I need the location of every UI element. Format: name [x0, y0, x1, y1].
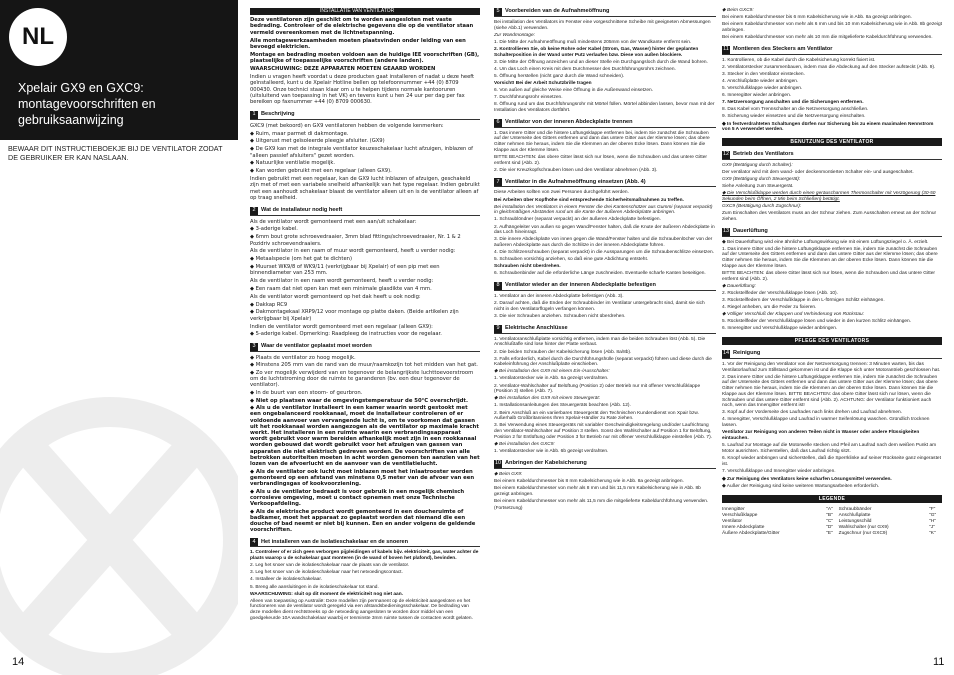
- paragraph: 3. Die vier Schrauben anziehen. Schrauben nicht überdrehen.: [494, 314, 626, 319]
- brand-watermark-icon: [0, 390, 238, 675]
- column-dutch: [250, 8, 480, 623]
- cover-title: [18, 80, 233, 128]
- paragraph: 2. Die vier Kreuzkopfschrauben lösen und den Ventilator abnehmen (Abb. 3).: [494, 167, 658, 173]
- legend-code: "F": [929, 507, 936, 513]
- paragraph: Bei installation des Ventilators im Fenster eine vorgeschnittene Scheibe mit geeigneten Abmessungen (siehe Abb.1) verwenden.: [494, 20, 711, 31]
- cover-title-line: gebruiksaanwijzing: [18, 113, 124, 127]
- cover-title-line: Xpelair GX9 en GXC9:: [18, 81, 144, 95]
- section-heading: [722, 46, 942, 55]
- cover-panel: [0, 0, 238, 675]
- warning-text: Ventilator zur Reinigung von anderen Teilen nicht in Wasser oder andere Flüssigkeiten eintauchen.: [722, 430, 920, 441]
- paragraph: 1. Ventilatoranschlußplatte vorsichtig entfernen, indem man die beiden Schrauben löst (Abb. 5). Die Anschlußtafle sind lose hinter der Platte verbaut.: [494, 336, 706, 348]
- paragraph: Als de ventilator in een raam wordt gemonteerd, heeft u verder nodig:: [250, 278, 434, 285]
- section-title: Reinigung: [733, 350, 761, 357]
- section-title: Ventilator von der inneren Abdeckplatte trennen: [505, 118, 633, 125]
- section-heading: [494, 119, 716, 128]
- legend-label: Leistungsschild: [838, 519, 872, 525]
- intro-paragraph: Montage en bedrading moeten voldoen aan de huidige IEE voorschriften (GB), plaatselijke of toepasselijke voorschriften (andere landen).: [250, 51, 480, 65]
- list-item: ◆ Als u de ventilator bedraadt is voor gebruik in een mogelijk chemisch corrosieve omgeving, moet u contact opnemen met onze Technische Verkoopafdeling.: [250, 488, 465, 508]
- section-heading: [250, 111, 480, 120]
- section-body: [494, 472, 716, 512]
- list-item: 5. Breng alle aansluitingen in de isolatieschakelaar tot stand.: [250, 584, 379, 590]
- paragraph: ◆ Bei Installation des GX9 mit einem Steuergerät:: [494, 396, 601, 402]
- section-body: [494, 337, 716, 455]
- paragraph: 3. Rückstellfedern der Verschlußklappe in den L-förmigen Schlitz einhängen.: [722, 297, 885, 303]
- section-number: 6: [494, 119, 502, 127]
- section-title: Dauerlüftung: [733, 227, 768, 234]
- paragraph: 1. Die Mitte der Aufnahmeöffnung muß mindestens 205mm von der Wandkante entfernt sein.: [494, 39, 692, 45]
- legend-code: "A": [826, 507, 833, 513]
- paragraph: 7. Netzversorgung anschalten und die Sicherungen entfernen.: [722, 100, 864, 106]
- legend-code: "G": [929, 513, 937, 519]
- cover-title-line: montagevoorschriften en: [18, 97, 156, 111]
- list-item: 3. Leg het snoer van de isolatieschakelaar naar het netvoedingscontact.: [250, 570, 403, 576]
- section-heading: [494, 460, 716, 469]
- section-number: 1: [250, 111, 258, 119]
- paragraph: 6. Schraubenbinder auf die erforderliche Länge zuschneiden. Eventuelle scharfe Kanten beseitigen.: [494, 271, 706, 277]
- section-heading: [494, 325, 716, 334]
- section-number: 3: [250, 343, 258, 351]
- legend-table: [722, 507, 942, 537]
- paragraph: 2. Das innere Gitter und die hintere Lüftungsklappe entfernen Sie, indem Sie zunächst die Schrauben auf der Unterseite des Gitters entfernen und dann das untere Gitter aus der Klemme lösen; das obere Gitter nehmen Sie heraus, indem Sie die Klemmen an der oberen Ecke lösen. Dann können Sie die Klappe aus der Klemme lösen. BITTE BEACHTEN: das obere Gitter lässt sich nur lösen, wenn die Schrauben und das untere Gitter entfernt sind (Abb. 2). ACHTUNG: der Ventilator funktioniert auch noch, wenn das Innengitter entfernt ist!: [722, 374, 938, 409]
- warning-text: Bei Arbeiten über Kopfhöhe sind entsprechende Sicherheitsmaßnahmen zu treffen.: [494, 197, 684, 203]
- section-body: [250, 355, 480, 534]
- page-number-right: 11: [933, 656, 945, 668]
- paragraph: 2. Kontrollieren Sie, ob keine Rohre oder Kabel (Strom, Gas, Wasser) hinter der geplanten Schalterposition in der Wand unter Putz verlaufen bzw. Diese von außen blockiere.: [494, 46, 699, 58]
- paragraph: 6. Inneregitter wieder anbringen.: [722, 93, 792, 99]
- paragraph: Bei einem Kabeldurchmesser bis 6 mm Kabelsicherung wie in Abb. 8a gezeigt anbringen.: [722, 15, 912, 21]
- list-item: ◆ Als de elektrische product wordt gemonteerd in een doucheruimte of badkamer, moet het apparaat zo geplaatst worden dat niemand die een douche of bad neemt er niet bij kunnen. Een en ander volgens de geldende voorschriften.: [250, 508, 476, 534]
- legend-code: "D": [826, 525, 834, 531]
- paragraph: Als de ventilator in een raam of muur wordt gemonteerd, heeft u verder nodig:: [250, 248, 456, 255]
- list-item: ◆ Muurset WK9/8 of WK9/11 (verkrijgbaar bij Xpelair) of een pip met een binnendiameter van 253 mm.: [250, 264, 440, 277]
- legend-code: "E": [826, 531, 833, 537]
- section-heading: [494, 8, 716, 17]
- paragraph: ◆ Beim GX9:: [494, 471, 523, 477]
- paragraph: 4. Anschlußplatte wieder anbringen.: [722, 78, 799, 84]
- list-item: ◆ Kan worden gebruikt met een regelaar (alleen GX9).: [250, 168, 392, 175]
- list-item: ◆ Zo ver mogelijk verwijderd van en tegenover de belangrijkste luchttoevoerstroom om de luchtstroming door de ruimte te garanderen (bv. een deur tegenover de ventilator).: [250, 370, 474, 389]
- section-body: [722, 8, 942, 41]
- paragraph: 4. Um das Loch einen Kreis mit dem Durchmesser des Durchführungsrohrs zeichnen.: [494, 66, 676, 72]
- list-item: ◆ Uitgerust met geïsoleerde pleegje afsluiter. (GX9): [250, 138, 385, 145]
- paragraph: 6. Von außen auf gleiche Weise eine Öffnung in die Außenwand einsetzen.: [494, 88, 654, 94]
- paragraph: BITTE BEACHTEN: das obere Gitter lässt sich nur lösen, wenn die Schrauben und das untere Gitter entfernt sind (Abb. 2).: [722, 270, 936, 282]
- intro-paragraph: Alle montagewerkzaamheden moeten plaatsvinden onder leiding van een bevoegd elektricien.: [250, 37, 466, 51]
- paragraph: 1. Ventilatorstecker wie in Abb. 6a gezeigt verdrahten.: [494, 376, 609, 382]
- legend-label: Zugschnur (nur GXC9): [838, 531, 888, 537]
- list-item: ◆ De GX9 kan met de integrale ventilator keuzeschakelaar lucht afzuigen, inblazen of "alleen passief afsluiters" gezet worden.: [250, 146, 473, 159]
- section-number: 4: [250, 538, 258, 546]
- section-heading: [250, 207, 480, 216]
- paragraph: 3. Bei Verwendung eines Steuergeräts mit variabler Geschwindigkeitsregelung und/oder Laufrichtung den Ventilator-Wahlschalter auf Position 3 stellen. Sonst den Wahlschalter auf Position 1 für Belüftung, Position 2 für Entlüftung oder Position 3 für Betrieb nur mit offener Verschlußklappe einstellen (Abb. 7).: [494, 423, 713, 440]
- column-header-installatie: INSTALLATIE VAN VENTILATOR: [250, 8, 480, 15]
- intro-paragraph: Indien u vragen heeft voordat u deze producten gaat installeren of nadat u deze heeft geïnstalleerd, kunt u de Xpelair Hotline bellen op telefoonnummer +44 (0) 8709 000430. Onze technici staan klaar om u te helpen tijdens normale kantooruren (uitsluitend van toepassing in het VK) en tevens kunt u hen 24 uur per dag per fax bereiken op faxnummer +44 (0) 8709 000630.: [250, 73, 475, 106]
- list-item: ◆ Als de ventilator ook lucht moet inblazen moet het inlaatrooster worden gemonteerd op een afstand van minstens 0,5 meter van de afvoer van een verbrandingsgas of kookvoorziening.: [250, 468, 475, 488]
- warning-text: Schrauben nicht überdrehen.: [494, 264, 561, 270]
- paragraph: Bei einem Kabeldurchmesser bis 8 mm Kabelsicherung wie in Abb. 8a gezeigt anbringen.: [494, 478, 684, 484]
- column-german-1: [494, 8, 716, 513]
- paragraph: Indien gebruikt met een regelaar, kan de GX9 lucht inblazen of afzuigen, geschakeld zijn met of met een variabele snelheid afhankelijk van het type regelaar. Indien gebruikt met een aanhoudt schakelaar blaast de ventilator alleen uit en is de ventilator alleen af op traag snelheid.: [250, 176, 480, 202]
- paragraph: 3. Falls erforderlich, Kabel durch die Durchführungshülle (separat verpackt) führen und diese durch die Kabeleinführung der Anschlußplatte einschieben.: [494, 356, 712, 368]
- intro-block: [250, 17, 480, 106]
- paragraph: Zum Einschalten des Ventilators muss an der Schnur ziehen. Zum Ausschalten erneut an der Schnur ziehen.: [722, 211, 937, 222]
- list-item: ◆ Dakkap RC9: [250, 301, 288, 308]
- warning-text: WAARSCHUWING: DEZE APPARATEN MOETEN GEAARD WORDEN: [250, 66, 436, 73]
- section-body: [722, 163, 942, 223]
- paragraph: Siehe Anleitung zum Steuergerät.: [722, 184, 794, 190]
- paragraph: 3. Die innere Abdeckplatte von innen gegen die Wand/Fenster halten und die Schraubenlöcher von der äußeren Abdeckplatte aus durch die Schlitze in der inneren Abdeckplatte führen.: [494, 237, 713, 249]
- list-item: ◆ Ruim, maar parmet di dakmontage.: [250, 130, 349, 137]
- list-item: ◆ Dakmontagekaal XRP9/12 voor montage op platte daken. (Beide artikelen zijn verkrijgbaar bij Xpelair): [250, 309, 459, 322]
- legend-label: Verschlußklappe: [722, 513, 758, 519]
- paragraph: Als de ventilator wordt gemonteerd op het dak heeft u ook nodig:: [250, 293, 421, 300]
- section-title: Anbringen der Kabelsicherung: [505, 459, 587, 466]
- paragraph: GX9 (Betätigung durch Steuergerät):: [722, 177, 801, 183]
- paragraph: ◆ Außer der Reinigung sind keine weiteren Wartungsarbeiten erforderlich.: [722, 484, 880, 490]
- section-number: 10: [494, 459, 502, 466]
- section-title: Ventilator in die Aufnahmeöffnung einsetzen (Abb. 4): [505, 178, 646, 185]
- paragraph: GXC9 (Betätigung durch Zugschnur):: [722, 204, 802, 210]
- paragraph: 4. Riegel anheben, um die Feder zu fixieren.: [722, 304, 817, 310]
- section-number: 5: [494, 8, 502, 16]
- paragraph: 5. Öffnung herstellen (nicht ganz durch die Wand schneiden).: [494, 73, 625, 79]
- section-body: [722, 240, 942, 332]
- paragraph: 1. Das innere Gitter und die hintere Lüftungsklappe entfernen bei, indem Sie zunächst die Schrauben auf der Unterseite des Gitters entfernen und dann das untere Gitter aus der Klemme lösen; das obere Gitter nehmen Sie heraus, indem Sie die Klemmen an der oberen Ecke lösen. Dann können Sie die Klappe aus der Klemme lösen.: [494, 130, 710, 153]
- paragraph: 5. Schrauben vorsichtig anziehen, so daß eine gute Abdichtung entsteht.: [494, 257, 649, 263]
- list-item: ◆ Een raam dat niet open kan met een minimale glasdikte van 4 mm.: [250, 286, 432, 293]
- column-german-2: [722, 8, 942, 537]
- legend-code: "K": [929, 531, 936, 537]
- list-item: ◆ Plaats de ventilator zo hoog mogelijk.: [250, 354, 356, 361]
- section-number: 2: [250, 207, 258, 215]
- paragraph: 5. Verschlußklappe wieder anbringen.: [722, 86, 803, 92]
- paragraph: 2. Darauf achten, daß die Enden der Schraubbinder im Ventilator untergebracht sind, damit sie sich nicht in den Ventilatorflügeln verfangen können.: [494, 301, 705, 312]
- legend-code: "H": [929, 519, 936, 525]
- legend-label: Wahlschalter (nur GX9): [838, 525, 889, 531]
- section-number: 8: [494, 282, 502, 290]
- section-title: Elektrische Anschlüsse: [505, 324, 568, 331]
- section-body: [494, 190, 716, 277]
- paragraph: ◆ Beim GXC9:: [722, 8, 754, 13]
- paragraph: Bei einem Kabeldurchmesser von mehr als 10 mm die mitgelieferte Kabeldurchführung verwenden.: [722, 34, 933, 40]
- list-item: ◆ Als u de ventilator installeert in een kamer waarin wordt gestookt met een ongebalanceerd rookkanaal, moet de installateur controleren of er voldoende aanvoer van vervangende lucht is, om te voorkomen dat gassen uit het rookkanaal worden aangezogen als de ventilator op maximale kracht werkt. Het installeren in een ruimte waarin een verbrandingsapparaat wordt gebruikt voor warm bereiden afhankelijk moet zijn in een rookkanaal worden gebouwd dat wordt gebruikt voor het afzuigen van gassen van apparaten die niet elektrisch gedreven worden. De voorschriften van alle betrokken autoriteiten moeten in acht worden genomen ten aanzien van het lozen van de afvoerlucht en de aanvoer van de ventilatielucht.: [250, 405, 480, 468]
- paragraph: 3. Stecker in den Ventilator einstecken.: [722, 71, 805, 77]
- legend-row: [722, 531, 942, 537]
- continued-note: (Fortsetzung): [494, 505, 523, 511]
- paragraph: Der ventilator wird mit dem wand- oder deckenmontierten Schalter ein- und ausgeschaltet.: [722, 170, 914, 176]
- section-body: [494, 20, 716, 114]
- paragraph: Bei einem Kabeldurchmesser von mehr als 8 mm und bis 11,5 mm Kabelsicherung wie in Abb. 8b gezeigt anbringen.: [494, 485, 701, 497]
- section-body: [250, 550, 480, 621]
- section-number: 7: [494, 178, 502, 186]
- paragraph: BITTE BEACHTEN: das obere Gitter lässt sich nur lösen, wenn die Schrauben und das untere Gitter entfernt sind (Abb. 2).: [494, 154, 708, 166]
- legend-label: Äußere Abdeckplatte/Gitter: [722, 531, 780, 537]
- paragraph: 7. Verschlußklappe und Innengitter wieder anbringen.: [722, 468, 836, 474]
- section-title: Waar de ventilator geplaatst moet worden: [261, 342, 372, 349]
- paragraph: Diese Arbeiten sollten von zwei Personen durchgeführt werden.: [494, 190, 629, 196]
- list-item: ◆ Minstens 205 mm van de rand van de muur/raamkozijn tot het midden van het gat.: [250, 362, 478, 369]
- section-title: Het installeren van de isolatieschakelaar en de snoeren: [261, 538, 409, 545]
- list-item: ◆ In de buurt van een stoom- of geurbron.: [250, 390, 363, 397]
- section-number: 12: [722, 151, 730, 158]
- legend-label: Innengitter: [722, 507, 745, 513]
- paragraph: 1. Kontrollieren, ob die Kabel durch die Kabelsicherung korrekt fixiert ist.: [722, 57, 876, 63]
- paragraph: 2. Die beiden Schrauben der Kabelsicherung lösen (Abb. 8a/8b).: [494, 349, 632, 355]
- section-body: [250, 219, 480, 338]
- paragraph: Bei einem Kabeldurchmesser von mehr als 6 mm und bis 10 mm Kabelsicherung wie in Abb. 8b gezeigt anbringen.: [722, 22, 942, 33]
- paragraph: Als de ventilator wordt gemonteerd met een aan/uit schakelaar:: [250, 218, 417, 225]
- section-heading: [250, 343, 480, 352]
- paragraph: Zur Wandmontage:: [494, 32, 535, 38]
- paragraph: Alleen van toepassing op Australië: Deze modellen zijn permanent op de elektriciteit aangesloten en het functioneren van de ventilator wordt geregeld via een afstandsbedieningsschakelaar. De bedrading van deze modellen dient rechtstreeks op de netvoeding aangesloten te worden door middel van een goedgekeurde 10A wandschakelaar waarbij er tenminste 3mm ruimte tussen de contacten wordt gelaten.: [250, 598, 473, 621]
- paragraph: ◆ Dauerlüftung:: [722, 283, 756, 289]
- paragraph: 1. Ventilator an der inneren Abdeckplatte befestigen (Abb. 3).: [494, 294, 624, 300]
- paragraph: ◆ Die Verschlußklappe werden durch einen geräuscharmen Thermoschalter mit Verzögerung (30-50 Sekunden beim Öffnen, 2 Min beim Schließen) betätigt.: [722, 191, 936, 203]
- paragraph: 1. Vor der Reinigung den Ventilator von der Netzversorgung trennen: 3 Minuten warten, bis das Ventilatorlaufrad zum Stillstand gekommen ist und die Klappe sich unter Motorantrieb geschlossen hat.: [722, 361, 941, 373]
- section-number: 9: [494, 325, 502, 333]
- paragraph: 6. Knopf wieder anbringen und sicherstellen, daß die Sperrklinke auf seiner Rückseite ganz eingerastet ist.: [722, 455, 941, 467]
- paragraph: 9. Sicherung wieder einsetzen und die Netzversorgung einschalten.: [722, 114, 866, 120]
- legend-label: Ventilator: [722, 519, 743, 525]
- section-heading: [494, 178, 716, 187]
- section-body: [494, 131, 716, 174]
- keep-booklet-note: BEWAAR DIT INSTRUCTIEBOEKJE BIJ DE VENTILATOR ZODAT DE GEBRUIKER ER KAN NASLAAN.: [8, 144, 223, 162]
- section-title: Betrieb des Ventilators: [733, 151, 794, 158]
- paragraph: 2. Aufhängeleiter von außen so gegen Wand/Fenster halten, daß die Knute der äußeren Abdeckplatte in das Loch hineinragt.: [494, 224, 715, 236]
- section-body: [250, 123, 480, 202]
- paragraph: 1. Installationsanleitungen des Steuergeräts beachten (Abb. 12).: [494, 403, 631, 409]
- list-item: ◆ 3-aderige kabel.: [250, 226, 298, 233]
- paragraph: ◆ Völliger Verschluß der Klappen und Verhinderung von Rückstau:: [722, 312, 864, 318]
- paragraph: 3. Kopf auf der Vorderseite des Laufrades nach links drehen und Laufrad abnehmen.: [722, 410, 903, 416]
- paragraph: 6. Inneregitter und Verschlußklappe wieder anbringen.: [722, 326, 838, 332]
- band-heading: PFLEGE DES VENTILATORS: [722, 337, 942, 345]
- paragraph: 2. Ventilator-Wahlschalter auf Belüftung (Position 2) oder Betrieb nur mit offener Verschlußklappe (Position 3) stellen (Abb. 7).: [494, 383, 701, 395]
- section-title: Beschrijving: [261, 110, 295, 117]
- paragraph: Bei einem Kabeldurchmesser von mehr als 11,5 mm die mitgelieferte Kabeldurchführung verwenden.: [494, 498, 709, 504]
- paragraph: 1. Das innere Gitter und die hintere Lüftungsklappe entfernen Sie, indem Sie zunächst die Schrauben auf der Unterseite des Gitters entfernen und dann das untere Gitter aus der Klemme lösen; das obere Gitter nehmen Sie heraus, indem Sie die Klemmen an der oberen Ecke lösen. Dann können Sie die Klappe aus der Klemme lösen.: [722, 246, 938, 269]
- paragraph: GXC9 (met bekoord) en GX9 ventilatoren hebben de volgende kenmerken:: [250, 122, 444, 129]
- legend-code: "B": [826, 513, 833, 519]
- paragraph: 2. Beim Anschluß an ein variierbares Steuergerät den Technischen Kundendienst von Xpair bzw. Außerhalb Großbritanniens Ihren Xpelair-Händler zu Rate ziehen.: [494, 410, 699, 422]
- paragraph: 8. Öffnung rund um das Durchführungsrohr mit Mörtel füllen. Mörtel abbinden lassen, bevor man mit der Installation des Ventilators dortfährt.: [494, 102, 715, 114]
- paragraph: Indien de ventilator wordt gemonteerd met een regelaar (alleen GX9):: [250, 323, 433, 330]
- section-title: Montieren des Steckers am Ventilator: [733, 45, 833, 52]
- page-number-left: 14: [12, 656, 25, 668]
- paragraph: 5. Laufrad zur Montage auf die Motorwelle stecken und Pfeil am Laufrad nach dem weißen Punkt am Motor ausrichten. Sicherstellen, daß das Laufrad richtig sitzt.: [722, 443, 937, 454]
- section-title: Wat de installateur nodig heeft: [261, 206, 343, 213]
- list-item: ◆ Niet op plaatsen waar de omgevingstemperatuur de 50°C overschrijdt.: [250, 397, 468, 404]
- list-item: ◆ Metaalspecie (om het gat te dichten): [250, 256, 352, 263]
- section-number: 13: [722, 227, 730, 234]
- section-heading: [722, 350, 942, 359]
- paragraph: 5. Rückstellfeder der Verschlußklappe lösen und wieder in den kurzen Schlitz einhängen.: [722, 319, 912, 325]
- paragraph: 1. Ventilatorstecker wie in Abb. 6b gezeigt verdrahten.: [494, 448, 609, 454]
- section-heading: [250, 538, 480, 547]
- list-item: ◆ 5-aderige kabel. Opmerking: Raadpleeg de instructies voor de regelaar.: [250, 331, 442, 338]
- legend-code: "J": [929, 525, 935, 531]
- paragraph: ◆ Bei Dauerlüftung wird eine ähnliche Lüftungswirkung wie mit einem Lüftungsziegel o. Ä. erzielt.: [722, 239, 929, 245]
- legend-code: "C": [826, 519, 834, 525]
- paragraph: 4. Die Schlitzenschrauben (separat verpackt) in die Aussparungen um die Schraubenschlitze einsetzen.: [494, 250, 714, 256]
- paragraph: 3. Die Mitte der Öffnung anzeichen und an dieser Stelle ein Durchgangsloch durch die Wand bohren.: [494, 59, 708, 65]
- section-title: Ventilator wieder an der inneren Abdeckplatte befestigen: [505, 282, 656, 289]
- section-body: [494, 294, 716, 320]
- section-heading: [494, 282, 716, 291]
- list-item: 2. Leg het snoer van de isolatieschakelaar naar de plaats van de ventilator.: [250, 563, 410, 569]
- paragraph: GX9 (Betätigung durch Schalter):: [722, 162, 793, 168]
- intro-paragraph: Deze ventilatoren zijn geschikt om te worden aangesloten met vaste bedrading. Controleer of de elektrische gegevens die op de ventilator staan vermeld overeenkomen met de lichtnetspanning.: [250, 17, 474, 36]
- paragraph: 7. Durchführungsrohr einsetzen.: [494, 95, 563, 101]
- section-number: 14: [722, 350, 730, 357]
- paragraph: 2. Rückstellfeder der Verschlußklappe lösen (Abb. 10).: [722, 290, 838, 296]
- section-number: 11: [723, 45, 729, 52]
- language-badge: NL: [9, 8, 67, 66]
- band-heading: BENUTZUNG DES VENTILATOR: [722, 138, 942, 146]
- paragraph: ◆ Bei installation des GX9 mit einem Ein-/Ausschalter:: [494, 369, 610, 375]
- legend-label: Innere Abdeckplatte: [722, 525, 765, 531]
- warning-text: WAARSCHUWING: sluit op dit moment de elektriciteit nog niet aan.: [250, 591, 403, 597]
- section-body: [722, 58, 942, 133]
- section-body: [722, 362, 942, 490]
- legend-label: Anschlußplatte: [838, 513, 871, 519]
- paragraph: 8. Das Kabel vom Trennschalter an die Netzversorgung anschließen.: [722, 107, 869, 113]
- section-heading: [722, 151, 942, 160]
- list-item: 1. Controleer of er zich geen verborgen pijpleidingen of kabels bijv. elektriciteit, gas, water achter de plaats waarop u de schakelaar gaat monteren (in de wand of boven het plafond), bevinden.: [250, 550, 479, 562]
- section-heading: [722, 228, 942, 237]
- band-heading: LEGENDE: [722, 495, 942, 503]
- paragraph: 1. Schraublöndner (separat verpackt) an der äußeren Abdeckplatte befestigen.: [494, 217, 661, 223]
- warning-text: Vorsicht! Bei der Arbeit Schutzbrille tragen: [494, 81, 592, 87]
- list-item: ◆ 6mm bout grote schroevedraaier, 3mm blad fittings/schroevedraaier, Nr. 1 & 2 Pozidriv schroevendraaiers.: [250, 234, 461, 247]
- paragraph: ◆ Bei installation des GXC9:: [494, 441, 555, 447]
- list-item: ◆ Natuurlijke ventilatie mogelijk.: [250, 160, 336, 167]
- paragraph: ◆ Zur Reinigung des Ventilators keine scharfen Lösungsmittel verwenden.: [722, 477, 892, 483]
- section-title: Voorbereiden van de Aufnahmeöffnung: [505, 8, 610, 15]
- paragraph: 2. Ventilatorstecker zusammenbauen, indem man die Abdeckung auf den Stecker aufsteckt (Abb. 9).: [722, 64, 936, 70]
- paragraph: 4. Innengitter, Verschlußklappe und Laufrad in warmer Seifenlösung waschen. Gründlich trocknen lassen.: [722, 417, 930, 429]
- list-item: 4. Installeer de isolatieschakelaar.: [250, 577, 322, 583]
- legend-label: Schraubbänder: [838, 507, 872, 513]
- paragraph: Bei installation des Ventilators in einem Fenster die drei Kantenschützer aus Gummi (separat verpackt) in gleichmäßigen Abständen rund um die Kante der äußeren Abdeckplatte anbringen.: [494, 204, 713, 216]
- paragraph: ◆ In festverdrahteten Schaltungen dürfen nur Sicherung bis zu einem maximalen Nennstrom von 5 A verwendet werden.: [722, 121, 934, 133]
